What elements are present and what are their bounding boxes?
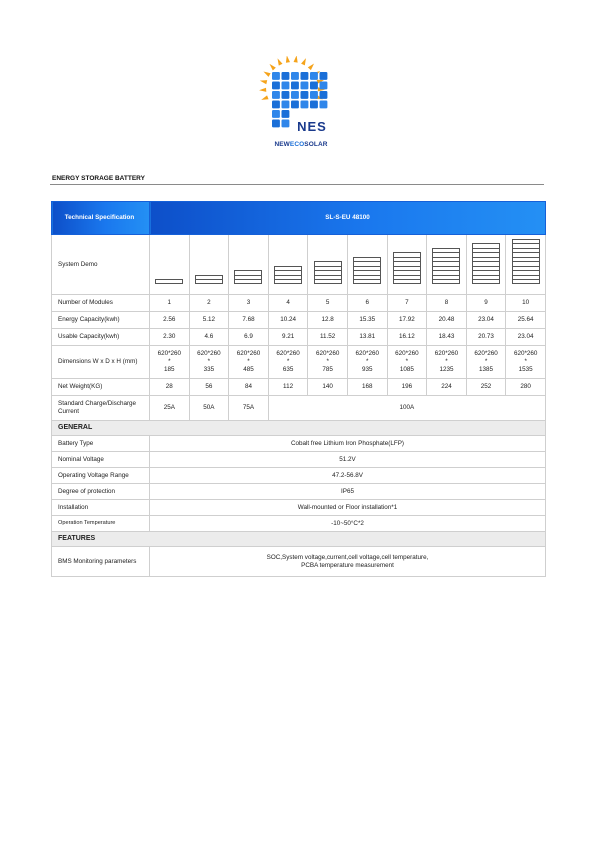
bms-row [52, 547, 546, 577]
table-cell: IP65 [150, 484, 546, 500]
table-cell: 2.56 [150, 312, 190, 329]
dim-top: 620*260 [434, 350, 459, 358]
table-cell: 1 [150, 295, 190, 312]
dim-top: 620*260 [276, 350, 300, 358]
panel-cell [291, 101, 299, 109]
dim-top: 620*260 [395, 350, 419, 358]
logo-letters: NES [297, 119, 327, 134]
table-cell [150, 547, 546, 577]
panel-cell [272, 91, 280, 99]
sun-ray [294, 56, 298, 63]
dimension-cell [268, 346, 308, 379]
battery-module [234, 279, 262, 284]
table-cell: 28 [150, 379, 190, 396]
dim-separator: * [286, 358, 290, 366]
battery-stack-7 [390, 236, 425, 294]
table-cell: -10~50°C*2 [150, 516, 546, 532]
table-cell: 20.48 [427, 312, 467, 329]
dimension-cell [229, 346, 269, 379]
energy-capacity-row [52, 312, 546, 329]
table-cell: 25.64 [506, 312, 546, 329]
sun-ray [261, 95, 268, 99]
battery-stack [472, 243, 500, 284]
brand-name: NEWECOSOLAR [274, 141, 328, 148]
battery-stack [155, 279, 183, 284]
table-cell: 9 [466, 295, 506, 312]
table-cell: 6 [347, 295, 387, 312]
dimension-cell [347, 346, 387, 379]
battery-stack-3 [231, 236, 266, 294]
dimensions-row [52, 346, 546, 379]
battery-stack [353, 257, 381, 284]
dim-height: 1085 [399, 365, 414, 373]
panel-cell [272, 120, 280, 128]
sun-ray [286, 56, 290, 63]
charge-current-row [52, 396, 546, 421]
table-cell: 84 [229, 379, 269, 396]
table-cell: 50A [189, 396, 229, 421]
dimension-cell [308, 346, 348, 379]
table-cell: 25A [150, 396, 190, 421]
table-cell: 16.12 [387, 329, 427, 346]
dim-height: 335 [203, 365, 215, 373]
section-divider [50, 184, 544, 185]
row-label: Battery Type [52, 436, 150, 452]
panel-cell [282, 91, 290, 99]
dim-top: 620*260 [157, 350, 182, 358]
battery-stack-10 [508, 236, 543, 294]
row-label: Nominal Voltage [52, 452, 150, 468]
dim-separator: * [326, 358, 329, 366]
installation-row [52, 500, 546, 516]
panel-cell [291, 72, 299, 80]
dimension-cell [387, 346, 427, 379]
battery-module [195, 279, 223, 284]
dim-top: 620*260 [474, 350, 498, 358]
dim-height: 1385 [479, 365, 494, 373]
table-cell: 2 [189, 295, 229, 312]
dim-separator: * [405, 358, 409, 366]
sun-ray [308, 63, 314, 70]
header-model: SL-S-EU 48100 [150, 202, 546, 235]
battery-stack [234, 270, 262, 284]
battery-stack-9 [469, 236, 504, 294]
battery-stack [314, 261, 342, 284]
panel-cell [282, 110, 290, 118]
table-cell: 10.24 [268, 312, 308, 329]
table-cell: 3 [229, 295, 269, 312]
dimension-cell [150, 346, 190, 379]
battery-type-row [52, 436, 546, 452]
sun-ray [269, 64, 275, 71]
table-cell: 12.8 [308, 312, 348, 329]
nominal-voltage-row [52, 452, 546, 468]
dim-top: 620*260 [355, 350, 379, 358]
panel-cell [301, 101, 309, 109]
panel-cell [291, 82, 299, 90]
panel-cell [282, 72, 290, 80]
usable-capacity-row [52, 329, 546, 346]
table-cell: 10 [506, 295, 546, 312]
panel-cell [301, 72, 309, 80]
dimension-cell [506, 346, 546, 379]
table-cell: 100A [268, 396, 545, 421]
row-label: Usable Capacity(kwh) [52, 329, 150, 346]
table-cell: 18.43 [427, 329, 467, 346]
table-cell: 23.04 [506, 329, 546, 346]
table-cell: 56 [189, 379, 229, 396]
battery-stack-2 [192, 236, 227, 294]
spec-table [51, 201, 546, 577]
battery-module [393, 279, 421, 284]
row-label: Operating Voltage Range [52, 468, 150, 484]
battery-stack-4 [271, 236, 306, 294]
table-cell: 252 [466, 379, 506, 396]
row-label: BMS Monitoring parameters [52, 547, 150, 577]
table-cell: 8 [427, 295, 467, 312]
row-label: Net Weight(KG) [52, 379, 150, 396]
panel-cell [282, 120, 290, 128]
battery-stack [432, 248, 460, 284]
sun-ray [259, 88, 266, 92]
row-label: Dimensions W x D x H (mm) [52, 346, 150, 379]
system-demo-row [52, 235, 546, 295]
dimension-cell [189, 346, 229, 379]
features-section-row [52, 532, 546, 547]
row-label: Operation Temperature [52, 516, 150, 532]
sun-ray [260, 80, 267, 84]
table-cell: 9.21 [268, 329, 308, 346]
table-cell: 13.81 [347, 329, 387, 346]
dim-height: 635 [282, 365, 294, 373]
table-cell: 140 [308, 379, 348, 396]
table-cell: 7.68 [229, 312, 269, 329]
table-cell: 5 [308, 295, 348, 312]
panel-cell [310, 72, 318, 80]
panel-cell [310, 91, 318, 99]
table-cell: 6.9 [229, 329, 269, 346]
temperature-row [52, 516, 546, 532]
battery-module [512, 279, 540, 284]
dim-separator: * [168, 358, 171, 366]
protection-row [52, 484, 546, 500]
dimension-cell [466, 346, 506, 379]
system-demo-label: System Demo [52, 235, 150, 295]
panel-cell [282, 82, 290, 90]
table-cell: 7 [387, 295, 427, 312]
table-cell: 4 [268, 295, 308, 312]
bms-line-2: PCBA temperature measurement [301, 561, 394, 569]
operating-voltage-row [52, 468, 546, 484]
battery-stack-5 [310, 236, 345, 294]
table-cell: 224 [427, 379, 467, 396]
header-label: Technical Specification [52, 202, 150, 235]
table-cell: 17.92 [387, 312, 427, 329]
section-heading: GENERAL [52, 421, 546, 436]
dim-height: 1535 [518, 365, 533, 373]
dim-separator: * [484, 358, 488, 366]
battery-module [353, 279, 381, 284]
table-cell: 280 [506, 379, 546, 396]
battery-stack-6 [350, 236, 385, 294]
panel-cell [301, 82, 309, 90]
table-cell: 11.52 [308, 329, 348, 346]
dim-separator: * [366, 358, 369, 366]
general-section-row [52, 421, 546, 436]
row-label: Installation [52, 500, 150, 516]
table-cell: 47.2-56.8V [150, 468, 546, 484]
dim-top: 620*260 [315, 350, 340, 358]
table-cell: 15.35 [347, 312, 387, 329]
battery-module [432, 279, 460, 284]
row-label: Degree of protection [52, 484, 150, 500]
panel-cell [282, 101, 290, 109]
dim-top: 620*260 [513, 350, 538, 358]
section-title: ENERGY STORAGE BATTERY [52, 175, 145, 182]
table-cell: 23.04 [466, 312, 506, 329]
bms-line-1: SOC,System voltage,current,cell voltage,cell temperature, [266, 553, 429, 561]
dim-separator: * [207, 358, 211, 366]
panel-cell [272, 101, 280, 109]
battery-module [274, 279, 302, 284]
panel-cell [272, 72, 280, 80]
battery-module [155, 279, 183, 284]
net-weight-row [52, 379, 546, 396]
table-cell: 4.6 [189, 329, 229, 346]
panel-cell [320, 82, 328, 90]
table-header-row [52, 202, 546, 235]
dim-height: 1235 [439, 365, 454, 373]
dim-separator: * [445, 358, 448, 366]
battery-stack [393, 252, 421, 284]
panel-cell [272, 82, 280, 90]
dimension-cell [427, 346, 467, 379]
dim-height: 785 [322, 365, 333, 373]
section-heading: FEATURES [52, 532, 546, 547]
battery-stack [512, 239, 540, 284]
sun-ray [263, 72, 270, 77]
panel-cell [310, 82, 318, 90]
modules-row [52, 295, 546, 312]
table-cell: Cobalt free Lithium Iron Phosphate(LFP) [150, 436, 546, 452]
panel-cell [320, 72, 328, 80]
row-label: Standard Charge/Discharge Current [52, 396, 150, 421]
dim-height: 185 [164, 365, 175, 373]
row-label: Number of Modules [52, 295, 150, 312]
table-cell: 196 [387, 379, 427, 396]
dim-separator: * [524, 358, 527, 366]
panel-cell [272, 110, 280, 118]
table-cell: 5.12 [189, 312, 229, 329]
battery-stack [195, 275, 223, 284]
panel-cell [320, 101, 328, 109]
dim-top: 620*260 [197, 350, 221, 358]
table-cell: 168 [347, 379, 387, 396]
row-label: Energy Capacity(kwh) [52, 312, 150, 329]
battery-stack-1 [152, 236, 187, 294]
sun-ray [278, 58, 283, 65]
table-cell: 112 [268, 379, 308, 396]
nes-logo [258, 56, 344, 152]
table-cell: 75A [229, 396, 269, 421]
battery-stack [274, 266, 302, 284]
table-cell: Wall-mounted or Floor installation*1 [150, 500, 546, 516]
battery-stack-8 [429, 236, 464, 294]
panel-cell [301, 91, 309, 99]
panel-cell [320, 91, 328, 99]
dim-top: 620*260 [236, 350, 261, 358]
panel-cell [310, 101, 318, 109]
panel-cell [291, 91, 299, 99]
dim-separator: * [247, 358, 250, 366]
battery-module [472, 279, 500, 284]
table-cell: 51.2V [150, 452, 546, 468]
sun-ray [301, 58, 306, 65]
table-cell: 2.30 [150, 329, 190, 346]
dim-height: 485 [243, 365, 254, 373]
dim-height: 935 [362, 365, 373, 373]
battery-module [314, 279, 342, 284]
table-cell: 20.73 [466, 329, 506, 346]
